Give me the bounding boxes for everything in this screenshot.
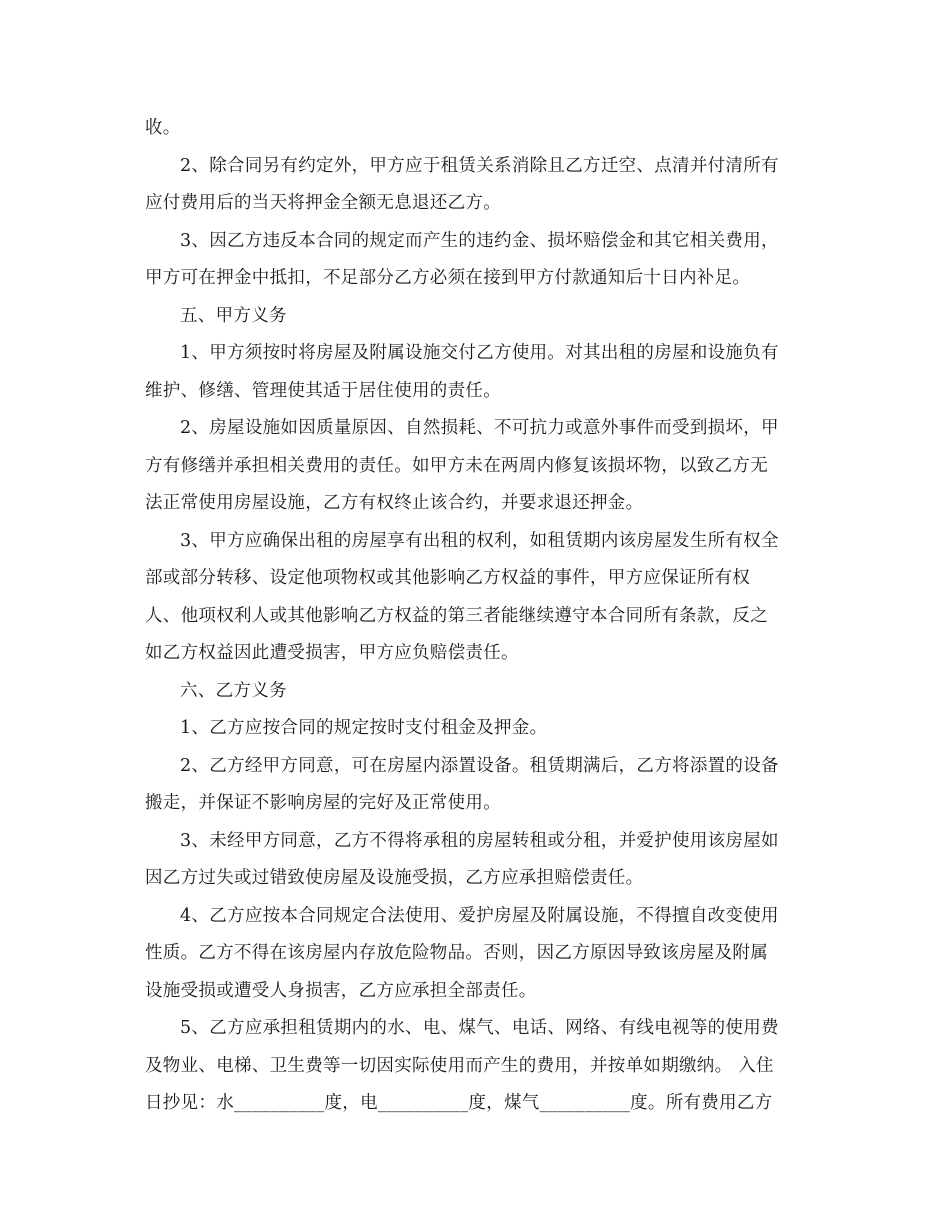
text-line: 日抄见：水__________度，电__________度，煤气__________度。所有费用乙方 (145, 1093, 773, 1113)
text-line: 设施受损或遭受人身损害，乙方应承担全部责任。 (145, 980, 537, 1001)
text-line: 收。 (145, 118, 181, 138)
text-line: 3、因乙方违反本合同的规定而产生的违约金、损坏赔偿金和其它相关费用， (180, 230, 779, 251)
text-line: 维护、修缮、管理使其适于居住使用的责任。 (145, 380, 501, 401)
section-heading: 五、甲方义务 (180, 305, 287, 326)
text-line: 方有修缮并承担相关费用的责任。如甲方未在两周内修复该损坏物，以致乙方无 (145, 455, 768, 476)
text-line: 搬走，并保证不影响房屋的完好及正常使用。 (145, 793, 501, 813)
text-line: 部或部分转移、设定他项物权或其他影响乙方权益的事件，甲方应保证所有权 (145, 568, 751, 588)
text-line: 如乙方权益因此遭受损害，甲方应负赔偿责任。 (145, 643, 519, 663)
text-line: 性质。乙方不得在该房屋内存放危险物品。否则，因乙方原因导致该房屋及附属 (145, 943, 768, 963)
text-line: 人、他项权利人或其他影响乙方权益的第三者能继续遵守本合同所有条款，反之 (145, 605, 768, 626)
text-line: 因乙方过失或过错致使房屋及设施受损，乙方应承担赔偿责任。 (145, 868, 644, 888)
contract-text (145, 110, 810, 1123)
text-line: 应付费用后的当天将押金全额无息退还乙方。 (145, 193, 501, 213)
text-line: 1、甲方须按时将房屋及附属设施交付乙方使用。对其出租的房屋和设施负有 (180, 343, 779, 363)
text-line: 2、乙方经甲方同意，可在房屋内添置设备。租赁期满后，乙方将添置的设备 (180, 755, 779, 776)
text-line: 2、除合同另有约定外，甲方应于租赁关系消除且乙方迁空、点清并付清所有 (180, 155, 779, 176)
text-line: 4、乙方应按本合同规定合法使用、爱护房屋及附属设施，不得擅自改变使用 (180, 905, 779, 926)
text-line: 3、未经甲方同意，乙方不得将承租的房屋转租或分租，并爱护使用该房屋如 (180, 830, 779, 851)
text-line: 及物业、电梯、卫生费等一切因实际使用而产生的费用，并按单如期缴纳。 入住 (145, 1055, 774, 1076)
text-line: 法正常使用房屋设施，乙方有权终止该合约，并要求退还押金。 (145, 493, 644, 513)
text-line: 甲方可在押金中抵扣，不足部分乙方必须在接到甲方付款通知后十日内补足。 (145, 268, 751, 288)
text-line: 2、房屋设施如因质量原因、自然损耗、不可抗力或意外事件而受到损坏，甲 (180, 418, 779, 438)
section-heading: 六、乙方义务 (180, 680, 287, 701)
text-line: 3、甲方应确保出租的房屋享有出租的权利，如租赁期内该房屋发生所有权全 (180, 530, 779, 551)
text-line: 5、乙方应承担租赁期内的水、电、煤气、电话、网络、有线电视等的使用费 (180, 1018, 779, 1038)
text-line: 1、乙方应按合同的规定按时支付租金及押金。 (180, 718, 548, 738)
